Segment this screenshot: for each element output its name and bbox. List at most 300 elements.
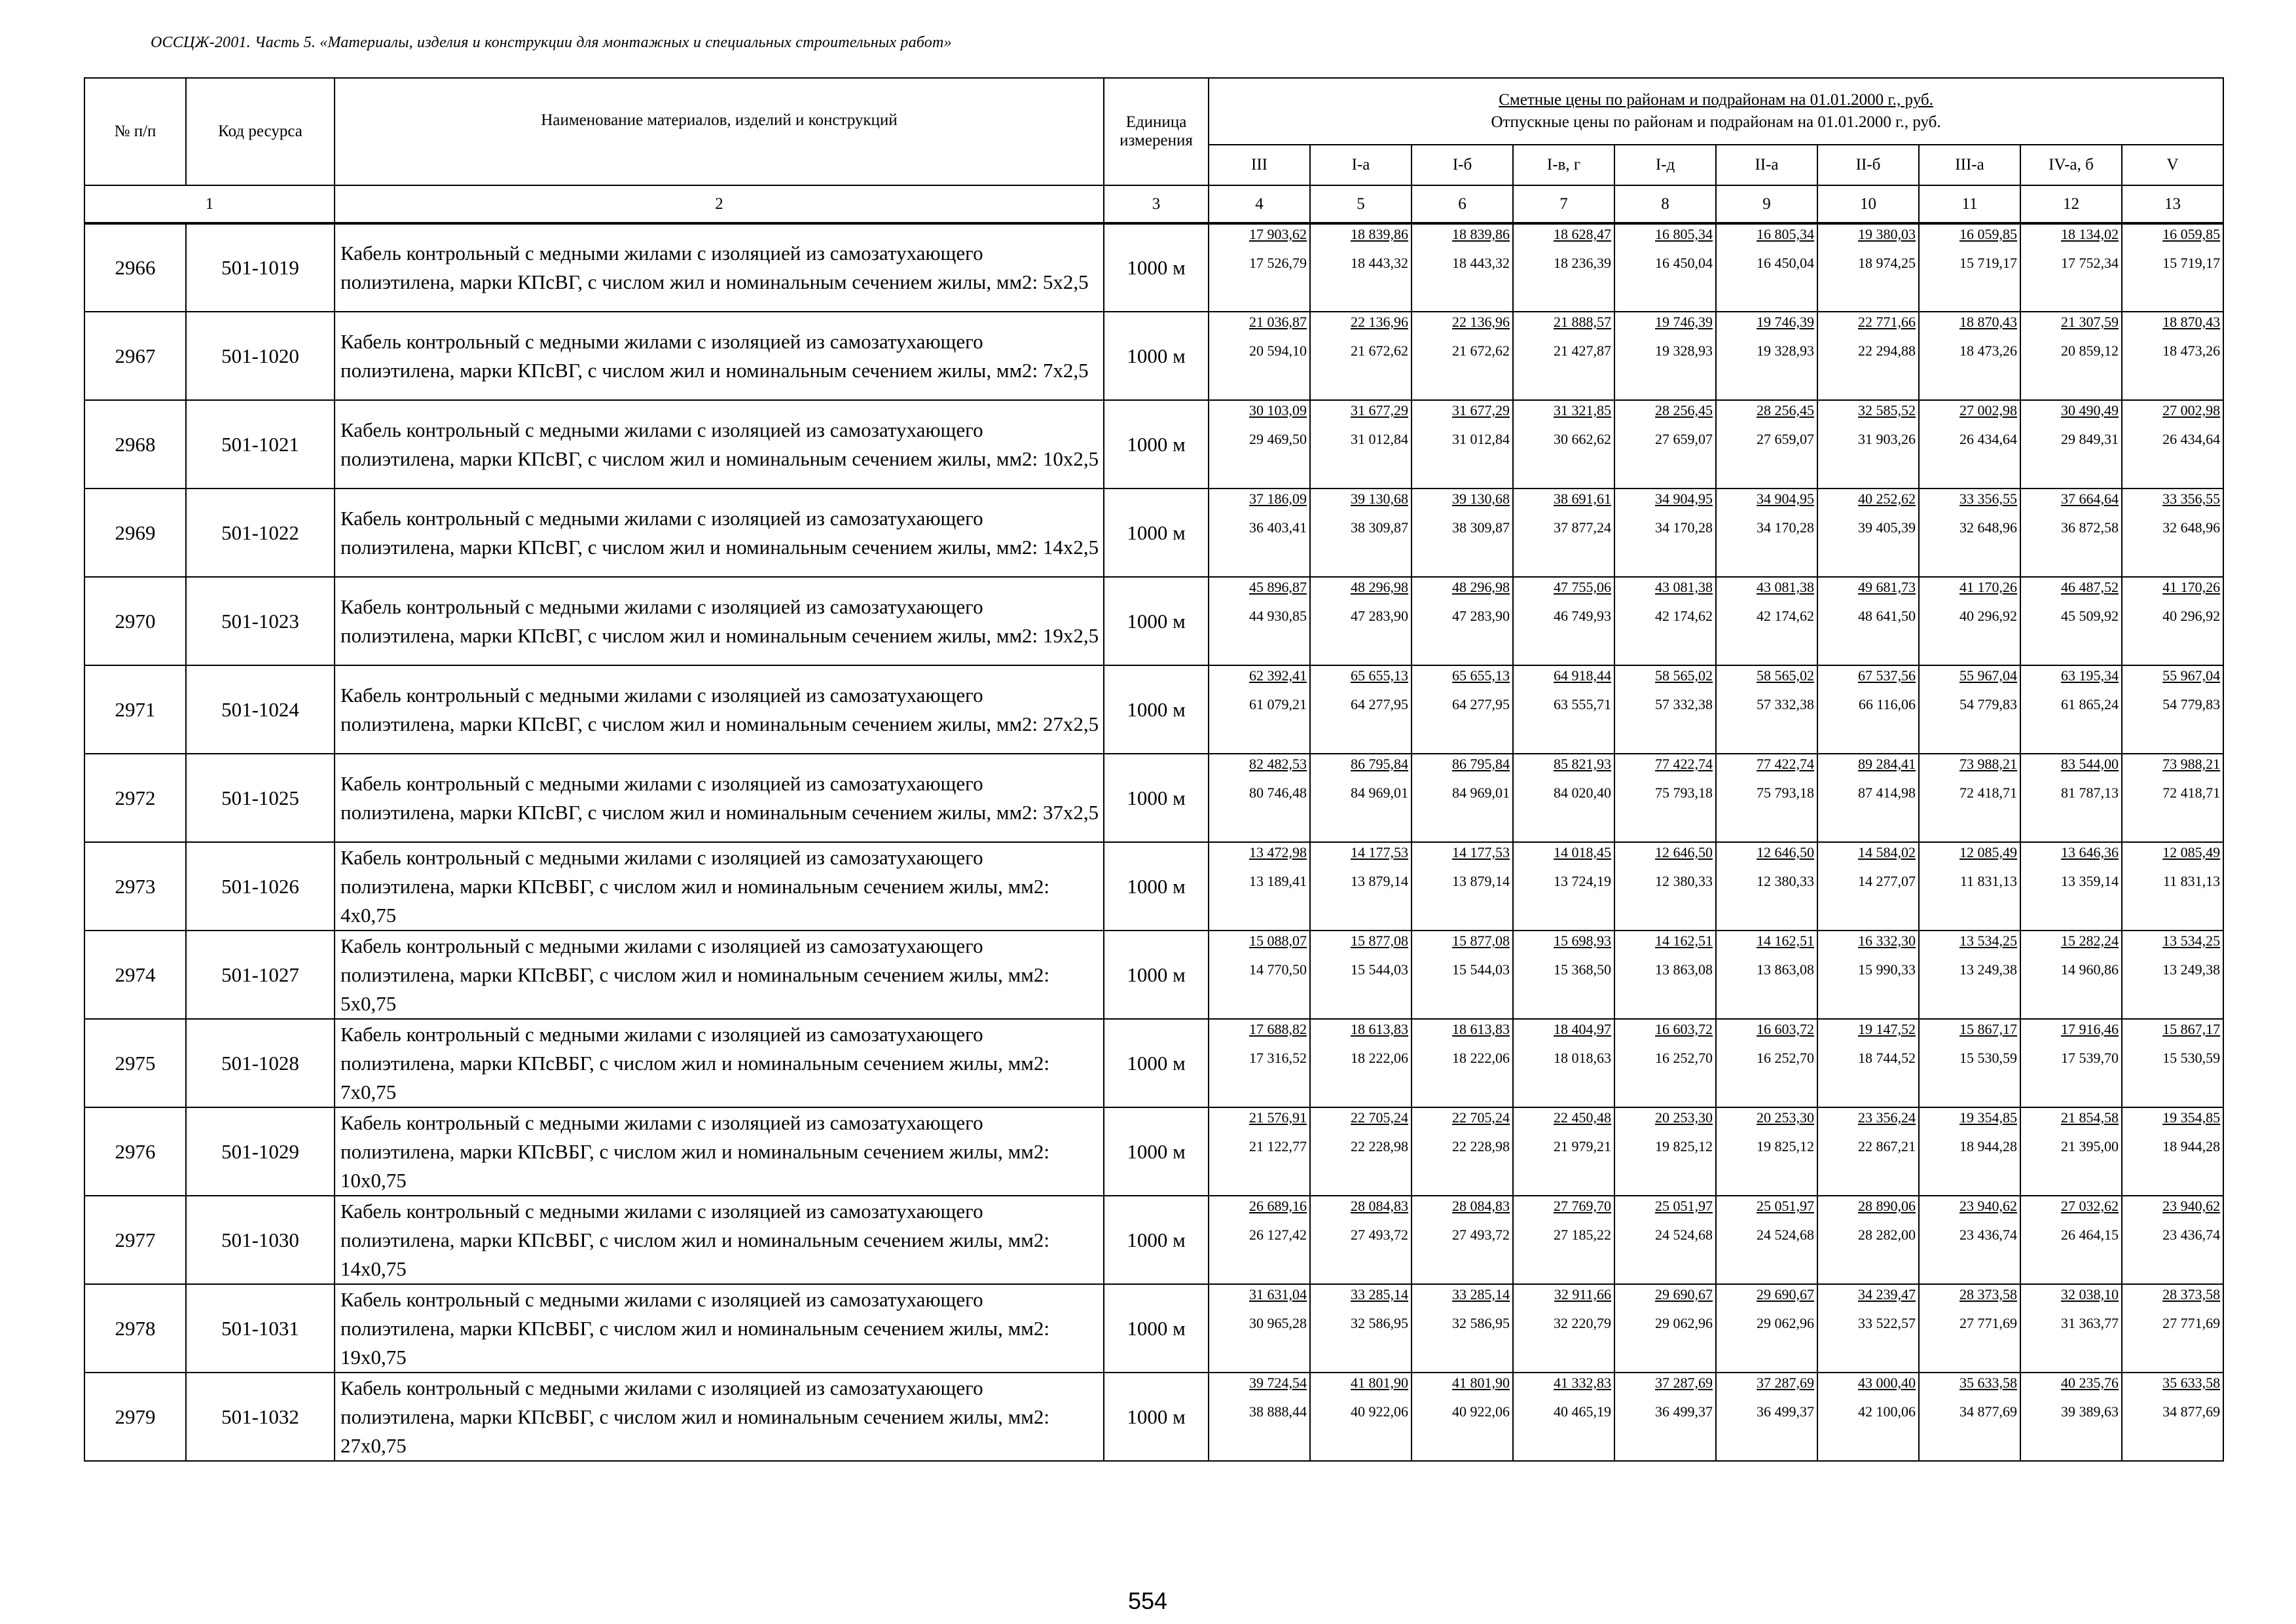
price-cell bbox=[2020, 489, 2122, 577]
price-cell bbox=[1412, 1019, 1513, 1107]
release-price: 16 252,70 bbox=[1757, 1050, 1814, 1066]
estimated-price: 41 332,83 bbox=[1554, 1375, 1611, 1391]
material-name: Кабель контрольный с медными жилами с изоляцией из самозатухающего полиэтилена, марки КПсВБГ, с числом жил и номинальным сечением жилы, мм2: 10х0,75 bbox=[335, 1107, 1104, 1196]
table-row bbox=[84, 1019, 2223, 1107]
release-price: 17 316,52 bbox=[1249, 1050, 1307, 1066]
price-cell bbox=[1209, 665, 1310, 754]
material-name: Кабель контрольный с медными жилами с изоляцией из самозатухающего полиэтилена, марки КПсВГ, с числом жил и номинальным сечением жилы, мм2: 10х2,5 bbox=[335, 400, 1104, 489]
price-cell bbox=[1716, 842, 1817, 931]
column-number: 1 bbox=[84, 185, 335, 223]
price-cell bbox=[1716, 1196, 1817, 1284]
region-header: III bbox=[1209, 145, 1310, 185]
release-price: 39 389,63 bbox=[2061, 1403, 2119, 1420]
estimated-price: 22 136,96 bbox=[1351, 314, 1408, 330]
release-price: 32 220,79 bbox=[1554, 1315, 1611, 1331]
row-number: 2970 bbox=[84, 577, 186, 665]
column-number: 11 bbox=[1919, 185, 2020, 223]
price-cell bbox=[1513, 1107, 1614, 1196]
row-number: 2971 bbox=[84, 665, 186, 754]
row-number: 2966 bbox=[84, 223, 186, 312]
estimated-price: 17 903,62 bbox=[1249, 226, 1307, 242]
price-table bbox=[84, 77, 2224, 1462]
release-price: 29 062,96 bbox=[1655, 1315, 1713, 1331]
price-cell bbox=[1412, 312, 1513, 400]
price-cell bbox=[1919, 754, 2020, 842]
estimated-price: 77 422,74 bbox=[1655, 756, 1713, 772]
price-cell bbox=[1716, 312, 1817, 400]
price-cell bbox=[1716, 223, 1817, 312]
price-cell bbox=[1513, 400, 1614, 489]
price-cell bbox=[2122, 400, 2223, 489]
price-cell bbox=[2020, 400, 2122, 489]
header-code: Код ресурса bbox=[186, 78, 335, 185]
price-cell bbox=[2122, 1196, 2223, 1284]
price-cell bbox=[2122, 312, 2223, 400]
release-price: 32 648,96 bbox=[1959, 519, 2017, 536]
release-price: 40 465,19 bbox=[1554, 1403, 1611, 1420]
material-name: Кабель контрольный с медными жилами с изоляцией из самозатухающего полиэтилена, марки КПсВБГ, с числом жил и номинальным сечением жилы, мм2: 19х0,75 bbox=[335, 1284, 1104, 1373]
estimated-price: 13 534,25 bbox=[2162, 932, 2221, 949]
resource-code: 501-1029 bbox=[186, 1107, 335, 1196]
release-price: 15 544,03 bbox=[1452, 961, 1510, 978]
column-number: 8 bbox=[1614, 185, 1716, 223]
estimated-price: 86 795,84 bbox=[1351, 756, 1408, 772]
estimated-price: 45 896,87 bbox=[1249, 579, 1307, 595]
estimated-price: 16 059,85 bbox=[2162, 226, 2221, 242]
price-cell bbox=[2122, 577, 2223, 665]
price-cell bbox=[2020, 577, 2122, 665]
price-cell bbox=[2020, 1107, 2122, 1196]
release-price: 21 979,21 bbox=[1554, 1138, 1611, 1154]
price-cell bbox=[1614, 1284, 1716, 1373]
release-price: 40 922,06 bbox=[1452, 1403, 1510, 1420]
estimated-price: 34 239,47 bbox=[1858, 1286, 1916, 1302]
price-cell bbox=[1919, 489, 2020, 577]
estimated-price: 34 904,95 bbox=[1655, 490, 1713, 507]
release-price: 29 062,96 bbox=[1757, 1315, 1814, 1331]
column-number: 10 bbox=[1817, 185, 1919, 223]
estimated-price: 37 287,69 bbox=[1655, 1375, 1713, 1391]
price-cell bbox=[2020, 1284, 2122, 1373]
release-price: 27 493,72 bbox=[1351, 1227, 1408, 1243]
estimated-price: 28 084,83 bbox=[1351, 1198, 1408, 1214]
release-price: 24 524,68 bbox=[1655, 1227, 1713, 1243]
release-price: 13 863,08 bbox=[1655, 961, 1713, 978]
unit-of-measure: 1000 м bbox=[1104, 754, 1209, 842]
header-num: № п/п bbox=[84, 78, 186, 185]
estimated-price: 16 805,34 bbox=[1757, 226, 1814, 242]
price-cell bbox=[1412, 665, 1513, 754]
estimated-price: 23 940,62 bbox=[2162, 1198, 2221, 1214]
price-cell bbox=[1412, 1107, 1513, 1196]
estimated-price: 13 646,36 bbox=[2061, 844, 2119, 860]
row-number: 2967 bbox=[84, 312, 186, 400]
price-cell bbox=[1716, 1019, 1817, 1107]
material-name: Кабель контрольный с медными жилами с изоляцией из самозатухающего полиэтилена, марки КПсВГ, с числом жил и номинальным сечением жилы, мм2: 19х2,5 bbox=[335, 577, 1104, 665]
release-price: 22 294,88 bbox=[1858, 342, 1916, 359]
release-price: 72 418,71 bbox=[2162, 784, 2221, 801]
release-price: 28 282,00 bbox=[1858, 1227, 1916, 1243]
estimated-price: 21 307,59 bbox=[2061, 314, 2119, 330]
price-cell bbox=[1310, 754, 1412, 842]
price-cell bbox=[1209, 1196, 1310, 1284]
column-number: 9 bbox=[1716, 185, 1817, 223]
release-price: 12 380,33 bbox=[1655, 873, 1713, 889]
table-row bbox=[84, 312, 2223, 400]
release-price: 16 450,04 bbox=[1757, 255, 1814, 271]
price-cell bbox=[1209, 223, 1310, 312]
resource-code: 501-1030 bbox=[186, 1196, 335, 1284]
estimated-price: 32 911,66 bbox=[1554, 1286, 1611, 1302]
release-price: 24 524,68 bbox=[1757, 1227, 1814, 1243]
estimated-price: 73 988,21 bbox=[2162, 756, 2221, 772]
estimated-price: 22 136,96 bbox=[1452, 314, 1510, 330]
price-cell bbox=[1817, 312, 1919, 400]
price-cell bbox=[1412, 223, 1513, 312]
release-price: 80 746,48 bbox=[1249, 784, 1307, 801]
estimated-price: 32 585,52 bbox=[1858, 402, 1916, 418]
price-cell bbox=[2122, 1284, 2223, 1373]
release-price: 75 793,18 bbox=[1757, 784, 1814, 801]
release-price: 18 473,26 bbox=[1959, 342, 2017, 359]
estimated-price: 29 690,67 bbox=[1757, 1286, 1814, 1302]
unit-of-measure: 1000 м bbox=[1104, 931, 1209, 1019]
release-price: 13 724,19 bbox=[1554, 873, 1611, 889]
price-cell bbox=[2122, 754, 2223, 842]
estimated-price: 14 177,53 bbox=[1452, 844, 1510, 860]
estimated-price: 48 296,98 bbox=[1351, 579, 1408, 595]
release-price: 13 249,38 bbox=[2162, 961, 2221, 978]
price-cell bbox=[1614, 1196, 1716, 1284]
unit-of-measure: 1000 м bbox=[1104, 1019, 1209, 1107]
estimated-price: 12 646,50 bbox=[1757, 844, 1814, 860]
region-header: I-б bbox=[1412, 145, 1513, 185]
estimated-price: 33 356,55 bbox=[2162, 490, 2221, 507]
price-cell bbox=[1919, 1019, 2020, 1107]
release-price: 18 443,32 bbox=[1452, 255, 1510, 271]
estimated-price: 35 633,58 bbox=[1959, 1375, 2017, 1391]
price-cell bbox=[1310, 842, 1412, 931]
estimated-price: 12 646,50 bbox=[1655, 844, 1713, 860]
row-number: 2972 bbox=[84, 754, 186, 842]
estimated-price: 16 603,72 bbox=[1655, 1021, 1713, 1037]
estimated-price: 18 134,02 bbox=[2061, 226, 2119, 242]
release-price: 54 779,83 bbox=[2162, 696, 2221, 712]
resource-code: 501-1021 bbox=[186, 400, 335, 489]
table-row bbox=[84, 754, 2223, 842]
estimated-price: 21 576,91 bbox=[1249, 1109, 1307, 1126]
estimated-price: 40 235,76 bbox=[2061, 1375, 2119, 1391]
price-cell bbox=[1817, 1196, 1919, 1284]
release-price: 18 473,26 bbox=[2162, 342, 2221, 359]
release-price: 21 395,00 bbox=[2061, 1138, 2119, 1154]
unit-of-measure: 1000 м bbox=[1104, 1196, 1209, 1284]
estimated-price: 31 677,29 bbox=[1351, 402, 1408, 418]
estimated-price: 21 036,87 bbox=[1249, 314, 1307, 330]
release-price: 38 309,87 bbox=[1351, 519, 1408, 536]
price-cell bbox=[1513, 223, 1614, 312]
price-cell bbox=[1310, 1019, 1412, 1107]
release-price: 36 872,58 bbox=[2061, 519, 2119, 536]
estimated-price: 43 000,40 bbox=[1858, 1375, 1916, 1391]
price-cell bbox=[1614, 754, 1716, 842]
estimated-price: 37 186,09 bbox=[1249, 490, 1307, 507]
estimated-price: 39 130,68 bbox=[1452, 490, 1510, 507]
release-price: 22 228,98 bbox=[1351, 1138, 1408, 1154]
estimated-price: 16 059,85 bbox=[1959, 226, 2017, 242]
price-cell bbox=[1412, 400, 1513, 489]
estimated-price: 25 051,97 bbox=[1655, 1198, 1713, 1214]
price-cell bbox=[1919, 1284, 2020, 1373]
release-price: 57 332,38 bbox=[1757, 696, 1814, 712]
region-header: I-д bbox=[1614, 145, 1716, 185]
release-price: 17 752,34 bbox=[2061, 255, 2119, 271]
release-price: 17 526,79 bbox=[1249, 255, 1307, 271]
unit-of-measure: 1000 м bbox=[1104, 489, 1209, 577]
estimated-price: 18 628,47 bbox=[1554, 226, 1611, 242]
release-price: 18 222,06 bbox=[1452, 1050, 1510, 1066]
estimated-price: 20 253,30 bbox=[1655, 1109, 1713, 1126]
region-header: V bbox=[2122, 145, 2223, 185]
price-cell bbox=[2020, 223, 2122, 312]
column-number: 3 bbox=[1104, 185, 1209, 223]
estimated-price: 85 821,93 bbox=[1554, 756, 1611, 772]
estimated-price: 30 490,49 bbox=[2061, 402, 2119, 418]
price-cell bbox=[1513, 842, 1614, 931]
price-cell bbox=[1716, 1373, 1817, 1461]
estimated-price: 58 565,02 bbox=[1655, 667, 1713, 684]
release-price: 31 012,84 bbox=[1452, 431, 1510, 447]
header-prices-estimated: Сметные цены по районам и подрайонам на 01.01.2000 г., руб. bbox=[1499, 91, 1933, 109]
price-cell bbox=[2122, 842, 2223, 931]
price-cell bbox=[1310, 1284, 1412, 1373]
release-price: 75 793,18 bbox=[1655, 784, 1713, 801]
estimated-price: 49 681,73 bbox=[1858, 579, 1916, 595]
price-cell bbox=[1310, 931, 1412, 1019]
release-price: 34 170,28 bbox=[1655, 519, 1713, 536]
estimated-price: 15 877,08 bbox=[1351, 932, 1408, 949]
estimated-price: 19 354,85 bbox=[1959, 1109, 2017, 1126]
price-cell bbox=[1919, 931, 2020, 1019]
price-cell bbox=[1716, 400, 1817, 489]
price-cell bbox=[1209, 400, 1310, 489]
release-price: 27 659,07 bbox=[1655, 431, 1713, 447]
estimated-price: 14 177,53 bbox=[1351, 844, 1408, 860]
estimated-price: 31 631,04 bbox=[1249, 1286, 1307, 1302]
row-number: 2968 bbox=[84, 400, 186, 489]
unit-of-measure: 1000 м bbox=[1104, 577, 1209, 665]
region-header: II-а bbox=[1716, 145, 1817, 185]
price-cell bbox=[2122, 223, 2223, 312]
table-row bbox=[84, 1107, 2223, 1196]
price-cell bbox=[1716, 1284, 1817, 1373]
price-cell bbox=[2122, 665, 2223, 754]
price-cell bbox=[1919, 1107, 2020, 1196]
estimated-price: 19 746,39 bbox=[1655, 314, 1713, 330]
release-price: 84 020,40 bbox=[1554, 784, 1611, 801]
release-price: 66 116,06 bbox=[1858, 696, 1916, 712]
estimated-price: 46 487,52 bbox=[2061, 579, 2119, 595]
release-price: 13 249,38 bbox=[1959, 961, 2017, 978]
material-name: Кабель контрольный с медными жилами с изоляцией из самозатухающего полиэтилена, марки КПсВГ, с числом жил и номинальным сечением жилы, мм2: 27х2,5 bbox=[335, 665, 1104, 754]
release-price: 18 236,39 bbox=[1554, 255, 1611, 271]
release-price: 19 825,12 bbox=[1757, 1138, 1814, 1154]
resource-code: 501-1023 bbox=[186, 577, 335, 665]
release-price: 20 859,12 bbox=[2061, 342, 2119, 359]
price-cell bbox=[1310, 312, 1412, 400]
release-price: 22 228,98 bbox=[1452, 1138, 1510, 1154]
release-price: 34 877,69 bbox=[1959, 1403, 2017, 1420]
price-cell bbox=[1614, 1107, 1716, 1196]
price-cell bbox=[1513, 1019, 1614, 1107]
estimated-price: 39 724,54 bbox=[1249, 1375, 1307, 1391]
estimated-price: 37 664,64 bbox=[2061, 490, 2119, 507]
price-cell bbox=[1412, 931, 1513, 1019]
price-cell bbox=[1310, 577, 1412, 665]
release-price: 72 418,71 bbox=[1959, 784, 2017, 801]
estimated-price: 22 705,24 bbox=[1452, 1109, 1510, 1126]
document-header: ОССЦЖ-2001. Часть 5. «Материалы, изделия и конструкции для монтажных и специальных строительных работ» bbox=[151, 34, 952, 51]
column-number: 5 bbox=[1310, 185, 1412, 223]
release-price: 36 499,37 bbox=[1757, 1403, 1814, 1420]
release-price: 29 469,50 bbox=[1249, 431, 1307, 447]
unit-of-measure: 1000 м bbox=[1104, 223, 1209, 312]
release-price: 40 296,92 bbox=[2162, 608, 2221, 624]
estimated-price: 18 839,86 bbox=[1351, 226, 1408, 242]
estimated-price: 12 085,49 bbox=[1959, 844, 2017, 860]
release-price: 40 922,06 bbox=[1351, 1403, 1408, 1420]
estimated-price: 65 655,13 bbox=[1351, 667, 1408, 684]
price-cell bbox=[1614, 489, 1716, 577]
estimated-price: 27 002,98 bbox=[1959, 402, 2017, 418]
estimated-price: 41 801,90 bbox=[1452, 1375, 1510, 1391]
release-price: 23 436,74 bbox=[2162, 1227, 2221, 1243]
release-price: 18 744,52 bbox=[1858, 1050, 1916, 1066]
release-price: 42 174,62 bbox=[1757, 608, 1814, 624]
price-cell bbox=[1919, 577, 2020, 665]
price-cell bbox=[1209, 577, 1310, 665]
estimated-price: 63 195,34 bbox=[2061, 667, 2119, 684]
release-price: 36 403,41 bbox=[1249, 519, 1307, 536]
release-price: 38 888,44 bbox=[1249, 1403, 1307, 1420]
estimated-price: 33 285,14 bbox=[1351, 1286, 1408, 1302]
resource-code: 501-1031 bbox=[186, 1284, 335, 1373]
release-price: 11 831,13 bbox=[1959, 873, 2017, 889]
estimated-price: 43 081,38 bbox=[1757, 579, 1814, 595]
release-price: 13 863,08 bbox=[1757, 961, 1814, 978]
column-number: 7 bbox=[1513, 185, 1614, 223]
estimated-price: 13 534,25 bbox=[1959, 932, 2017, 949]
release-price: 31 363,77 bbox=[2061, 1315, 2119, 1331]
release-price: 37 877,24 bbox=[1554, 519, 1611, 536]
price-cell bbox=[1513, 1373, 1614, 1461]
estimated-price: 15 867,17 bbox=[1959, 1021, 2017, 1037]
estimated-price: 82 482,53 bbox=[1249, 756, 1307, 772]
price-cell bbox=[2122, 1019, 2223, 1107]
price-cell bbox=[1817, 665, 1919, 754]
estimated-price: 27 002,98 bbox=[2162, 402, 2221, 418]
release-price: 61 865,24 bbox=[2061, 696, 2119, 712]
estimated-price: 19 746,39 bbox=[1757, 314, 1814, 330]
estimated-price: 18 870,43 bbox=[2162, 314, 2221, 330]
price-cell bbox=[1919, 400, 2020, 489]
release-price: 18 222,06 bbox=[1351, 1050, 1408, 1066]
price-cell bbox=[1310, 665, 1412, 754]
estimated-price: 37 287,69 bbox=[1757, 1375, 1814, 1391]
material-name: Кабель контрольный с медными жилами с изоляцией из самозатухающего полиэтилена, марки КПсВГ, с числом жил и номинальным сечением жилы, мм2: 37х2,5 bbox=[335, 754, 1104, 842]
release-price: 26 127,42 bbox=[1249, 1227, 1307, 1243]
estimated-price: 33 285,14 bbox=[1452, 1286, 1510, 1302]
release-price: 15 544,03 bbox=[1351, 961, 1408, 978]
estimated-price: 35 633,58 bbox=[2162, 1375, 2221, 1391]
header-prices-release: Отпускные цены по районам и подрайонам на 01.01.2000 г., руб. bbox=[1491, 113, 1941, 131]
release-price: 27 659,07 bbox=[1757, 431, 1814, 447]
unit-of-measure: 1000 м bbox=[1104, 1284, 1209, 1373]
price-cell bbox=[1209, 489, 1310, 577]
estimated-price: 18 839,86 bbox=[1452, 226, 1510, 242]
price-cell bbox=[1513, 489, 1614, 577]
estimated-price: 28 084,83 bbox=[1452, 1198, 1510, 1214]
price-cell bbox=[1614, 665, 1716, 754]
estimated-price: 19 354,85 bbox=[2162, 1109, 2221, 1126]
release-price: 84 969,01 bbox=[1351, 784, 1408, 801]
unit-of-measure: 1000 м bbox=[1104, 665, 1209, 754]
release-price: 18 018,63 bbox=[1554, 1050, 1611, 1066]
estimated-price: 31 677,29 bbox=[1452, 402, 1510, 418]
estimated-price: 17 688,82 bbox=[1249, 1021, 1307, 1037]
estimated-price: 21 888,57 bbox=[1554, 314, 1611, 330]
estimated-price: 83 544,00 bbox=[2061, 756, 2119, 772]
release-price: 18 944,28 bbox=[2162, 1138, 2221, 1154]
row-number: 2979 bbox=[84, 1373, 186, 1461]
price-cell bbox=[1513, 931, 1614, 1019]
price-cell bbox=[1209, 1373, 1310, 1461]
price-cell bbox=[1817, 1107, 1919, 1196]
region-header: IV-а, б bbox=[2020, 145, 2122, 185]
resource-code: 501-1020 bbox=[186, 312, 335, 400]
row-number: 2975 bbox=[84, 1019, 186, 1107]
material-name: Кабель контрольный с медными жилами с изоляцией из самозатухающего полиэтилена, марки КПсВБГ, с числом жил и номинальным сечением жилы, мм2: 14х0,75 bbox=[335, 1196, 1104, 1284]
release-price: 16 450,04 bbox=[1655, 255, 1713, 271]
price-cell bbox=[1919, 312, 2020, 400]
estimated-price: 13 472,98 bbox=[1249, 844, 1307, 860]
price-cell bbox=[1412, 1284, 1513, 1373]
row-number: 2977 bbox=[84, 1196, 186, 1284]
price-cell bbox=[1716, 931, 1817, 1019]
estimated-price: 55 967,04 bbox=[2162, 667, 2221, 684]
estimated-price: 28 256,45 bbox=[1655, 402, 1713, 418]
unit-of-measure: 1000 м bbox=[1104, 312, 1209, 400]
release-price: 15 719,17 bbox=[1959, 255, 2017, 271]
estimated-price: 62 392,41 bbox=[1249, 667, 1307, 684]
price-cell bbox=[1614, 1373, 1716, 1461]
estimated-price: 14 162,51 bbox=[1757, 932, 1814, 949]
release-price: 12 380,33 bbox=[1757, 873, 1814, 889]
release-price: 15 368,50 bbox=[1554, 961, 1611, 978]
price-cell bbox=[1614, 842, 1716, 931]
price-cell bbox=[1817, 223, 1919, 312]
release-price: 14 277,07 bbox=[1858, 873, 1916, 889]
release-price: 20 594,10 bbox=[1249, 342, 1307, 359]
table-row bbox=[84, 400, 2223, 489]
estimated-price: 19 380,03 bbox=[1858, 226, 1916, 242]
release-price: 46 749,93 bbox=[1554, 608, 1611, 624]
table-row bbox=[84, 1373, 2223, 1461]
row-number: 2973 bbox=[84, 842, 186, 931]
release-price: 84 969,01 bbox=[1452, 784, 1510, 801]
price-cell bbox=[2020, 842, 2122, 931]
estimated-price: 17 916,46 bbox=[2061, 1021, 2119, 1037]
